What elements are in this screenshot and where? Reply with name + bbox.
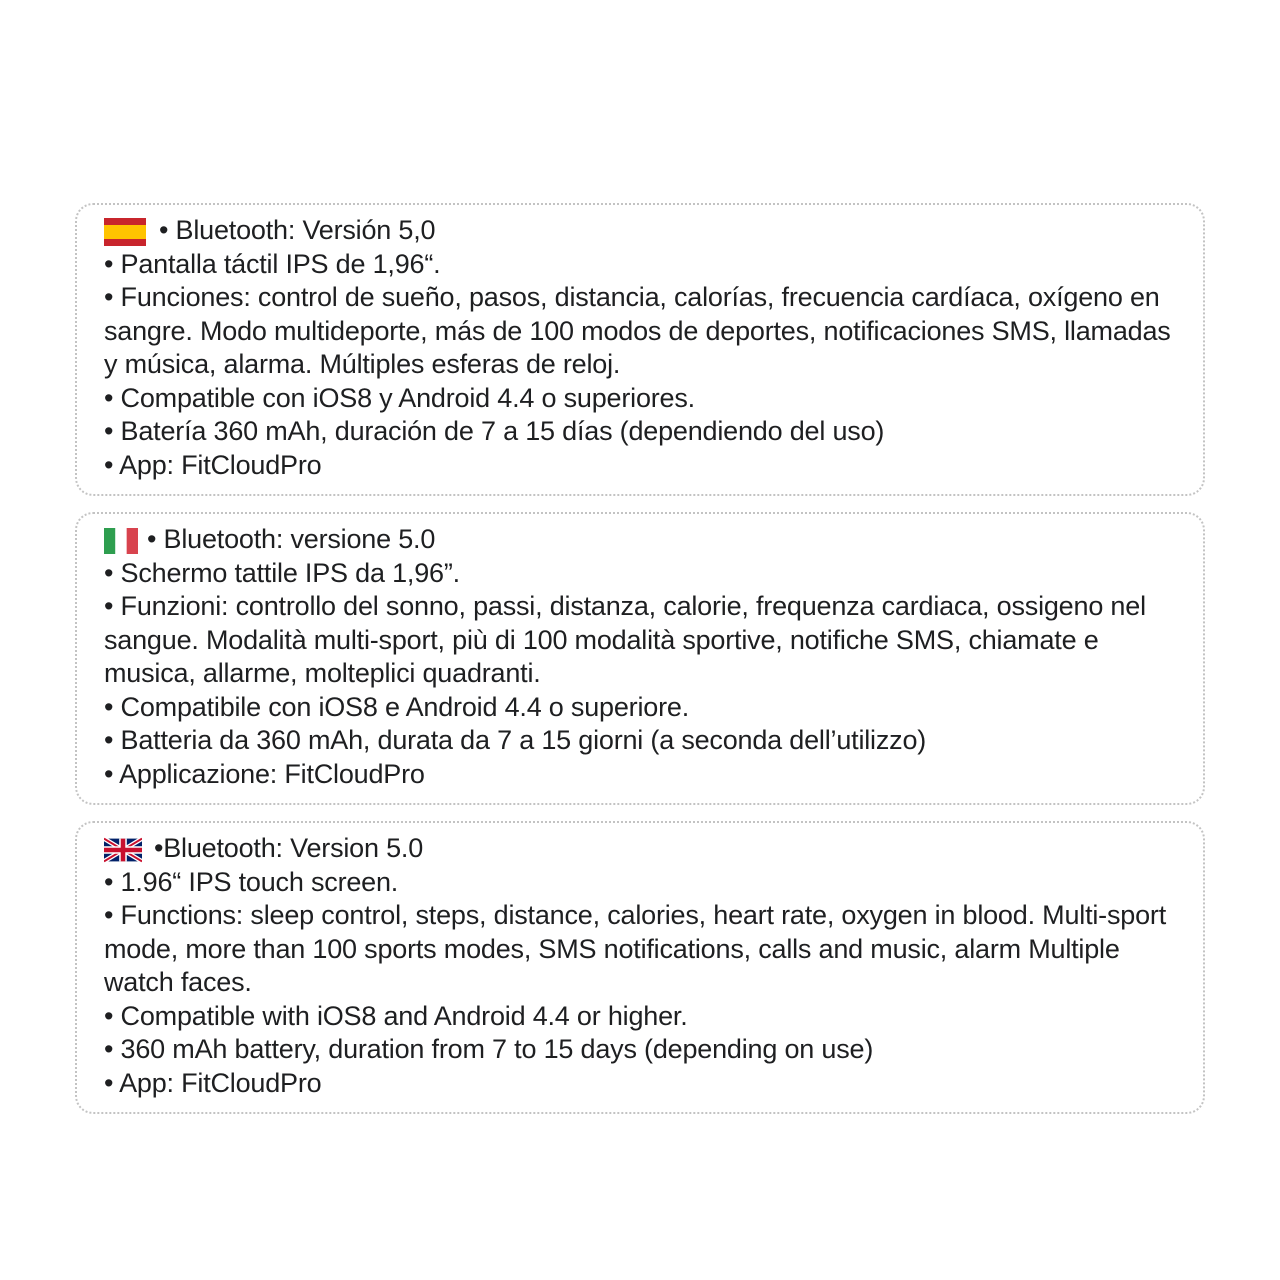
spec-text: •Bluetooth: Version 5.0	[154, 833, 424, 863]
spec-line: • 360 mAh battery, duration from 7 to 15 days (depending on use)	[104, 1034, 874, 1064]
spec-line-bluetooth-en	[104, 832, 1173, 866]
spec-card-italian	[75, 512, 1205, 805]
italy-flag-icon	[104, 528, 138, 554]
spec-line: • Funzioni: controllo del sonno, passi, distanza, calorie, frequenza cardiaca, ossigeno nel sangue. Modalità multi-sport, più di 100 modalità sportive, notifiche SMS, chiamate e musica, allarme, molteplici quadranti.	[104, 591, 1154, 688]
spec-line: • Pantalla táctil IPS de 1,96“.	[104, 248, 441, 279]
spec-line: • App: FitCloudPro	[104, 449, 322, 480]
spec-line: • App: FitCloudPro	[104, 1067, 322, 1098]
spec-line: • Compatible with iOS8 and Android 4.4 or higher.	[104, 1000, 688, 1031]
spec-text: • Bluetooth: versione 5.0	[147, 524, 436, 554]
spec-line: • Functions: sleep control, steps, distance, calories, heart rate, oxygen in blood. Multi-sport mode, more than 100 sports modes, SMS notifications, calls and music, alarm Multiple watch faces.	[104, 900, 1174, 997]
spec-text: • Bluetooth: Versión 5,0	[159, 215, 436, 245]
spec-card-english	[75, 821, 1205, 1114]
spec-cards	[75, 203, 1205, 1130]
spec-line-bluetooth-es	[104, 214, 1173, 248]
spain-flag-icon	[104, 218, 146, 246]
spec-line: • Batería 360 mAh, duración de 7 a 15 días (dependiendo del uso)	[104, 416, 885, 446]
spec-line: • 1.96“ IPS touch screen.	[104, 866, 399, 897]
spec-line: • Schermo tattile IPS da 1,96”.	[104, 557, 460, 588]
spec-line: • Batteria da 360 mAh, durata da 7 a 15 giorni (a seconda dell’utilizzo)	[104, 725, 927, 755]
spec-line: • Applicazione: FitCloudPro	[104, 758, 425, 789]
spec-line: • Compatibile con iOS8 e Android 4.4 o superiore.	[104, 691, 689, 722]
spec-line: • Funciones: control de sueño, pasos, distancia, calorías, frecuencia cardíaca, oxígeno en sangre. Modo multideporte, más de 100 modos de deportes, notificaciones SMS, llamadas y música, alarma. Múltiples esferas de reloj.	[104, 282, 1178, 379]
spec-line: • Compatible con iOS8 y Android 4.4 o superiores.	[104, 382, 695, 413]
spec-card-spanish	[75, 203, 1205, 496]
uk-flag-icon	[104, 837, 142, 863]
spec-line-bluetooth-it	[104, 523, 1173, 557]
